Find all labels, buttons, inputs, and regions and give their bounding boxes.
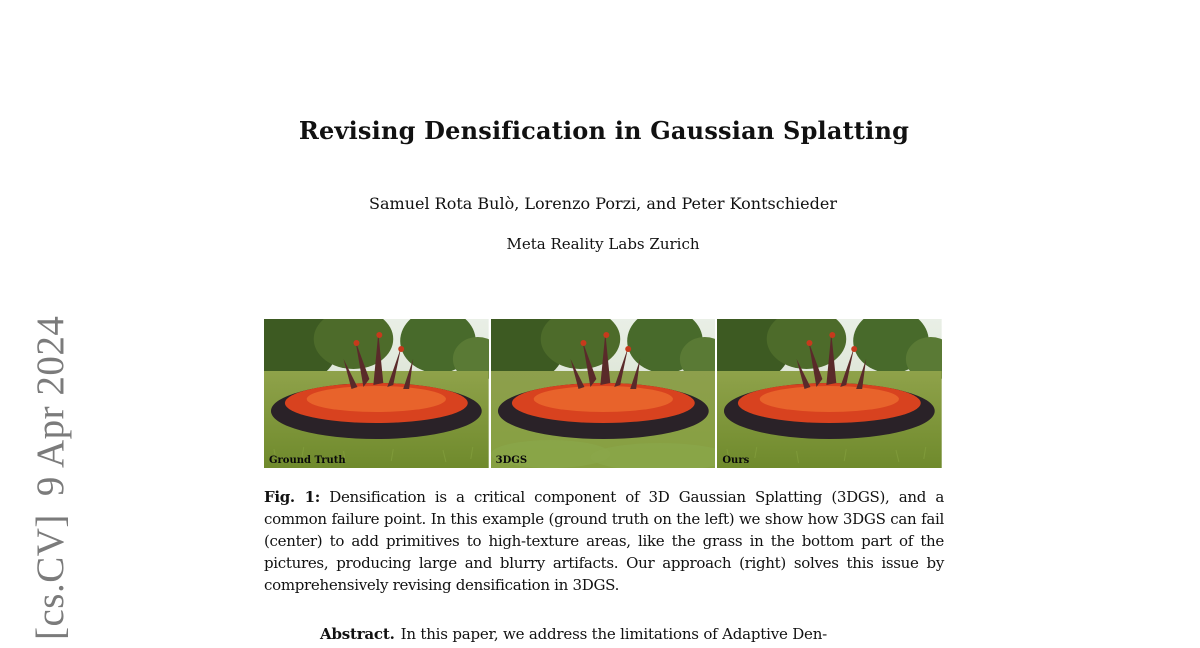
figure-caption-label: Fig. 1:: [264, 488, 320, 506]
panel-label-ground-truth: Ground Truth: [269, 455, 346, 466]
arxiv-date: 9 Apr 2024: [29, 315, 72, 497]
figure-panel-ours: [717, 319, 942, 468]
paper-title: Revising Densification in Gaussian Splatting: [298, 116, 910, 145]
panel-label-3dgs: 3DGS: [495, 455, 528, 466]
figure-panel-3dgs: [491, 319, 716, 468]
paper-authors: Samuel Rota Bulò, Lorenzo Porzi, and Peter Kontschieder: [369, 194, 837, 213]
abstract-label: Abstract.: [320, 625, 395, 643]
abstract: [320, 625, 960, 643]
paper-affiliation: Meta Reality Labs Zurich: [506, 235, 700, 253]
figure-caption: [264, 486, 944, 596]
teaser-figure: [264, 319, 942, 468]
figure-caption-text: Densification is a critical component of 3D Gaussian Splatting (3DGS), and a common failure point. In this example (ground truth on the left) we show how 3DGS can fail (center) to add primitives to high-texture areas, like the grass in the bottom part of the pictures, producing large and blurry artifacts. Our approach (right) solves this issue by comprehensively revising densification in 3DGS.: [264, 488, 945, 594]
arxiv-sidebar-stamp: [28, 298, 73, 640]
abstract-text: In this paper, we address the limitations of Adaptive Den-: [400, 625, 828, 643]
garden-photo-ours: [717, 319, 942, 468]
panel-label-ours: Ours: [722, 455, 750, 466]
figure-panel-ground-truth: [264, 319, 489, 468]
garden-photo-ground-truth: [264, 319, 489, 468]
arxiv-category: [cs.CV]: [29, 514, 72, 640]
garden-photo-3dgs: [491, 319, 716, 468]
